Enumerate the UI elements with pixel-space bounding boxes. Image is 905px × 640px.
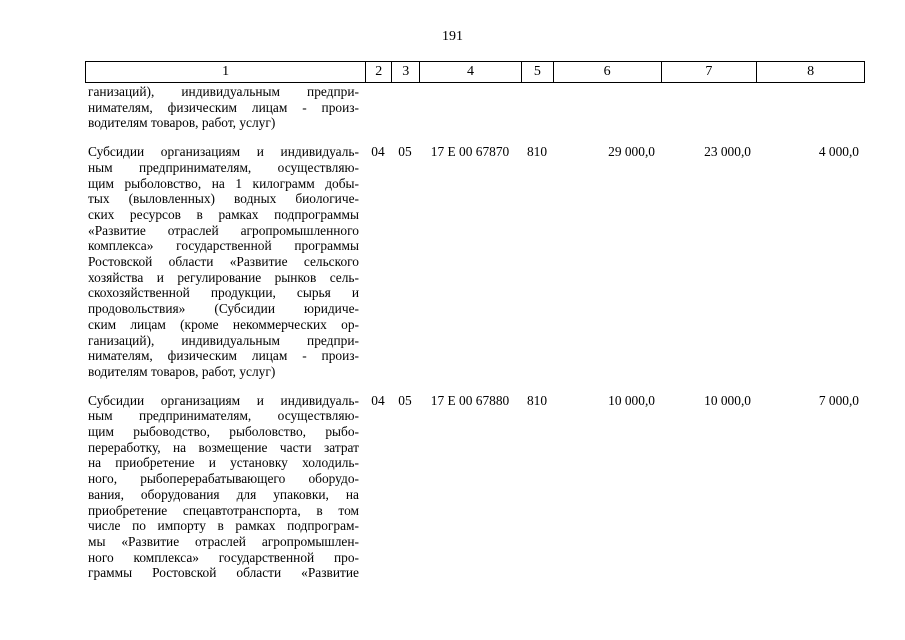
cell-amount-3: 7 000,0 bbox=[818, 392, 859, 408]
description-line: водителям товаров, работ, услуг) bbox=[88, 363, 276, 379]
description-line: ным предпринимателям, осуществляю- bbox=[88, 159, 359, 175]
description-line: ным предпринимателям, осуществляю- bbox=[88, 408, 359, 424]
description-line: ганизаций), индивидуальным предпри- bbox=[88, 332, 359, 348]
description-line: продовольствия» (Субсидии юридиче- bbox=[88, 301, 359, 317]
table-row bbox=[85, 84, 865, 131]
cell-amount-1: 10 000,0 bbox=[608, 392, 655, 408]
row-description bbox=[85, 393, 365, 581]
description-line: вания, оборудования для упаковки, на bbox=[88, 486, 359, 502]
header-col-3: 3 bbox=[391, 62, 419, 82]
description-line: мы «Развитие отраслей агропромышлен- bbox=[88, 533, 359, 549]
cell-section: 04 bbox=[371, 392, 385, 408]
description-line: ного комплекса» государственной про- bbox=[88, 549, 359, 565]
description-line: щим рыболовство, на 1 килограмм добы- bbox=[88, 175, 359, 191]
description-line: Субсидии организациям и индивидуаль- bbox=[88, 144, 359, 160]
table-row bbox=[85, 393, 865, 581]
description-line: ских ресурсов в рамках подпрограммы bbox=[88, 206, 359, 222]
row-description bbox=[85, 144, 365, 380]
table-header bbox=[85, 61, 865, 83]
description-line: ного, рыбоперерабатывающего оборудо- bbox=[88, 471, 359, 487]
cell-subsection: 05 bbox=[398, 392, 412, 408]
description-line: нимателям, физическим лицам - произ- bbox=[88, 348, 359, 364]
description-line: тых (выловленных) водных биологиче- bbox=[88, 191, 359, 207]
description-line: Ростовской области «Развитие сельского bbox=[88, 254, 359, 270]
cell-target-code: 17 Е 00 67870 bbox=[430, 144, 510, 160]
cell-amount-2: 23 000,0 bbox=[704, 144, 751, 160]
description-line: приобретение спецавтотранспорта, в том bbox=[88, 502, 359, 518]
header-col-8: 8 bbox=[756, 62, 864, 82]
header-col-7: 7 bbox=[661, 62, 757, 82]
header-col-4: 4 bbox=[419, 62, 521, 82]
page-number: 191 bbox=[442, 29, 463, 44]
description-line: «Развитие отраслей агропромышленного bbox=[88, 222, 359, 238]
cell-expense-type: 810 bbox=[526, 144, 548, 160]
cell-subsection: 05 bbox=[398, 144, 412, 160]
cell-section: 04 bbox=[371, 144, 385, 160]
description-line: граммы Ростовской области «Развитие bbox=[88, 565, 359, 581]
table-body bbox=[85, 84, 865, 581]
header-col-1: 1 bbox=[222, 64, 230, 79]
table-row bbox=[85, 144, 865, 380]
description-line: скохозяйственной продукции, сырья и bbox=[88, 285, 359, 301]
description-line: ским лицам (кроме некоммерческих ор- bbox=[88, 316, 359, 332]
description-line: числе по импорту в рамках подпрограм- bbox=[88, 518, 359, 534]
header-col-5: 5 bbox=[521, 62, 553, 82]
description-line: нимателям, физическим лицам - произ- bbox=[88, 99, 359, 115]
description-line: на приобретение и установку холодиль- bbox=[88, 455, 359, 471]
row-description bbox=[85, 84, 365, 131]
header-col-6: 6 bbox=[553, 62, 661, 82]
description-line: щим рыбоводство, рыболовство, рыбо- bbox=[88, 424, 359, 440]
description-line: переработку, на возмещение части затрат bbox=[88, 439, 359, 455]
cell-amount-3: 4 000,0 bbox=[818, 144, 859, 160]
description-line: комплекса» государственной программы bbox=[88, 238, 359, 254]
cell-amount-2: 10 000,0 bbox=[704, 392, 751, 408]
header-col-2: 2 bbox=[365, 62, 391, 82]
description-line: ганизаций), индивидуальным предпри- bbox=[88, 84, 359, 99]
cell-target-code: 17 Е 00 67880 bbox=[430, 392, 510, 408]
description-line: хозяйства и регулирование рынков сель- bbox=[88, 269, 359, 285]
description-line: Субсидии организациям и индивидуаль- bbox=[88, 392, 359, 408]
description-line: водителям товаров, работ, услуг) bbox=[88, 115, 276, 131]
cell-expense-type: 810 bbox=[526, 392, 548, 408]
cell-amount-1: 29 000,0 bbox=[608, 144, 655, 160]
